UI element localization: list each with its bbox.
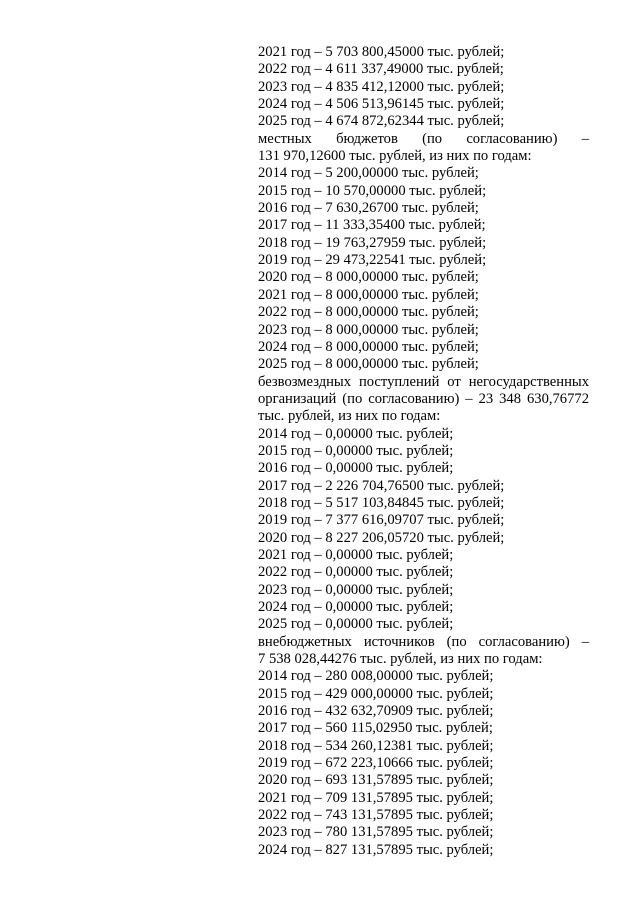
text-line: 2023 год – 780 131,57895 тыс. рублей; — [258, 824, 494, 841]
text-line: 2018 год – 5 517 103,84845 тыс. рублей; — [258, 494, 505, 511]
text-line: 2014 год – 5 200,00000 тыс. рублей; — [258, 165, 479, 182]
document-text-block — [258, 44, 589, 859]
text-line: 2023 год – 0,00000 тыс. рублей; — [258, 581, 454, 598]
text-line: организаций (по согласованию) – 23 348 630,76772 — [258, 390, 589, 407]
text-line: 2015 год – 0,00000 тыс. рублей; — [258, 442, 454, 459]
text-line: 2017 год – 560 115,02950 тыс. рублей; — [258, 720, 493, 737]
text-line: 2021 год – 0,00000 тыс. рублей; — [258, 546, 454, 563]
text-line: 2015 год – 429 000,00000 тыс. рублей; — [258, 685, 494, 702]
text-line: 2017 год – 2 226 704,76500 тыс. рублей; — [258, 477, 505, 494]
text-line: безвозмездных поступлений от негосударственных — [258, 373, 589, 390]
text-line: 2020 год – 693 131,57895 тыс. рублей; — [258, 772, 494, 789]
text-line: 131 970,12600 тыс. рублей, из них по годам: — [258, 148, 532, 165]
text-line: 2016 год – 432 632,70909 тыс. рублей; — [258, 703, 494, 720]
text-line: 2021 год – 5 703 800,45000 тыс. рублей; — [258, 44, 505, 60]
text-line: 2025 год – 4 674 872,62344 тыс. рублей; — [258, 113, 505, 130]
text-line: 2019 год – 672 223,10666 тыс. рублей; — [258, 755, 494, 772]
text-line: местных бюджетов (по согласованию) – — [258, 130, 589, 147]
text-line: 2016 год – 0,00000 тыс. рублей; — [258, 460, 454, 477]
text-line: 2022 год – 4 611 337,49000 тыс. рублей; — [258, 61, 504, 78]
text-line: 2016 год – 7 630,26700 тыс. рублей; — [258, 200, 479, 217]
text-line: внебюджетных источников (по согласованию) – — [258, 633, 589, 650]
text-line: 2024 год – 0,00000 тыс. рублей; — [258, 599, 454, 615]
text-line: 7 538 028,44276 тыс. рублей, из них по годам: — [258, 651, 543, 668]
text-line: 2023 год – 8 000,00000 тыс. рублей; — [258, 321, 479, 338]
text-line: 2018 год – 534 260,12381 тыс. рублей; — [258, 737, 494, 754]
text-line: 2022 год – 8 000,00000 тыс. рублей; — [258, 304, 479, 321]
text-line: 2014 год – 280 008,00000 тыс. рублей; — [258, 668, 494, 685]
text-line: 2017 год – 11 333,35400 тыс. рублей; — [258, 217, 486, 234]
text-line: 2015 год – 10 570,00000 тыс. рублей; — [258, 182, 487, 199]
text-line: 2018 год – 19 763,27959 тыс. рублей; — [258, 234, 487, 251]
text-line: тыс. рублей, из них по годам: — [258, 408, 441, 425]
text-line: 2020 год – 8 227 206,05720 тыс. рублей; — [258, 529, 505, 546]
text-line: 2025 год – 8 000,00000 тыс. рублей; — [258, 356, 479, 373]
text-line: 2021 год – 709 131,57895 тыс. рублей; — [258, 789, 494, 806]
text-line: 2024 год – 8 000,00000 тыс. рублей; — [258, 338, 479, 355]
text-line: 2023 год – 4 835 412,12000 тыс. рублей; — [258, 78, 505, 95]
text-line: 2019 год – 7 377 616,09707 тыс. рублей; — [258, 512, 505, 529]
text-line: 2025 год – 0,00000 тыс. рублей; — [258, 616, 454, 633]
text-line: 2022 год – 0,00000 тыс. рублей; — [258, 564, 454, 581]
text-line: 2020 год – 8 000,00000 тыс. рублей; — [258, 269, 479, 286]
text-line: 2014 год – 0,00000 тыс. рублей; — [258, 425, 454, 442]
text-line: 2024 год – 827 131,57895 тыс. рублей; — [258, 841, 494, 858]
text-line: 2019 год – 29 473,22541 тыс. рублей; — [258, 252, 487, 269]
text-line: 2022 год – 743 131,57895 тыс. рублей; — [258, 807, 494, 824]
text-line: 2024 год – 4 506 513,96145 тыс. рублей; — [258, 96, 505, 113]
text-line: 2021 год – 8 000,00000 тыс. рублей; — [258, 286, 479, 303]
